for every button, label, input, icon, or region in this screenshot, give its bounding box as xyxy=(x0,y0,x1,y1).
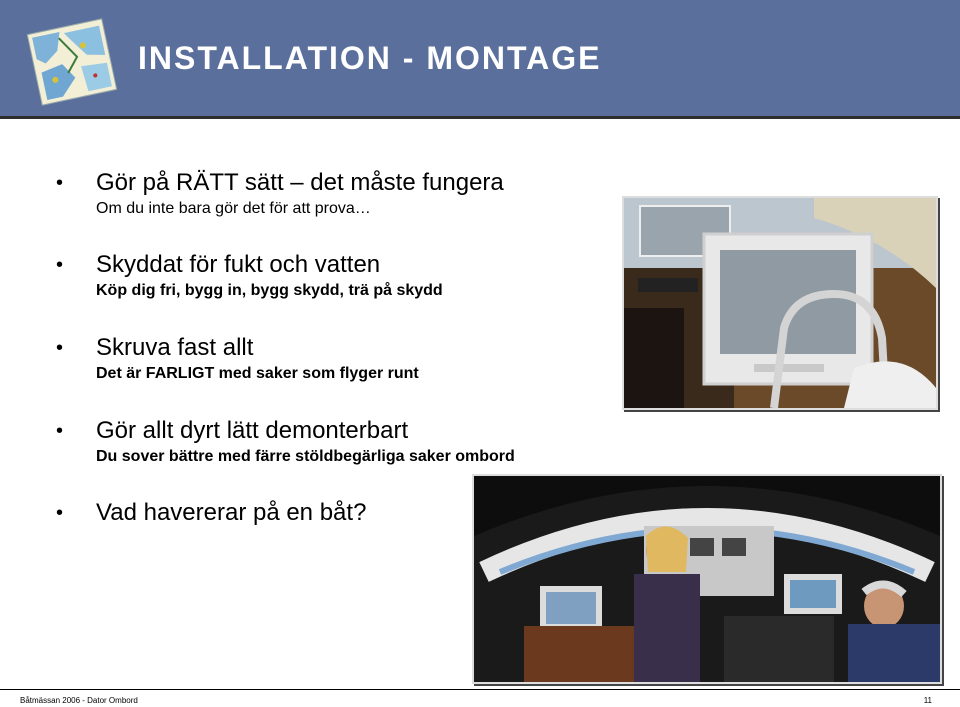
bullet-dot-icon: • xyxy=(56,172,64,194)
footer-rule xyxy=(0,689,960,690)
bullet-main: Skruva fast allt xyxy=(96,334,254,361)
bullet-item xyxy=(56,333,419,385)
bullet-dot-icon: • xyxy=(56,420,64,442)
bullet-main: Gör allt dyrt lätt demonterbart xyxy=(96,417,409,444)
bullet-item xyxy=(56,250,443,302)
bullet-dot-icon: • xyxy=(56,502,64,524)
boat-cabin-photo xyxy=(472,474,942,684)
bullet-main: Skyddat för fukt och vatten xyxy=(96,251,381,278)
bullet-item xyxy=(56,416,515,468)
bullet-sub: Det är FARLIGT med saker som flyger runt xyxy=(96,365,419,382)
cockpit-monitor-photo xyxy=(622,196,938,410)
footer-text: Båtmässan 2006 - Dator Ombord xyxy=(20,696,138,705)
page-number: 11 xyxy=(923,696,932,705)
bullet-dot-icon: • xyxy=(56,254,64,276)
bullet-dot-icon: • xyxy=(56,337,64,359)
bullet-main: Vad havererar på en båt? xyxy=(96,499,367,526)
bullet-item xyxy=(56,168,504,220)
bullet-sub: Du sover bättre med färre stöldbegärliga saker ombord xyxy=(96,448,515,465)
nautical-chart-logo-icon xyxy=(26,18,118,106)
header-rule xyxy=(0,116,960,119)
bullet-sub: Köp dig fri, bygg in, bygg skydd, trä på skydd xyxy=(96,282,443,299)
bullet-main: Gör på RÄTT sätt – det måste fungera xyxy=(96,169,504,196)
slide-title: INSTALLATION - MONTAGE xyxy=(138,40,602,76)
bullet-sub: Om du inte bara gör det för att prova… xyxy=(96,200,371,217)
bullet-item xyxy=(56,498,366,528)
